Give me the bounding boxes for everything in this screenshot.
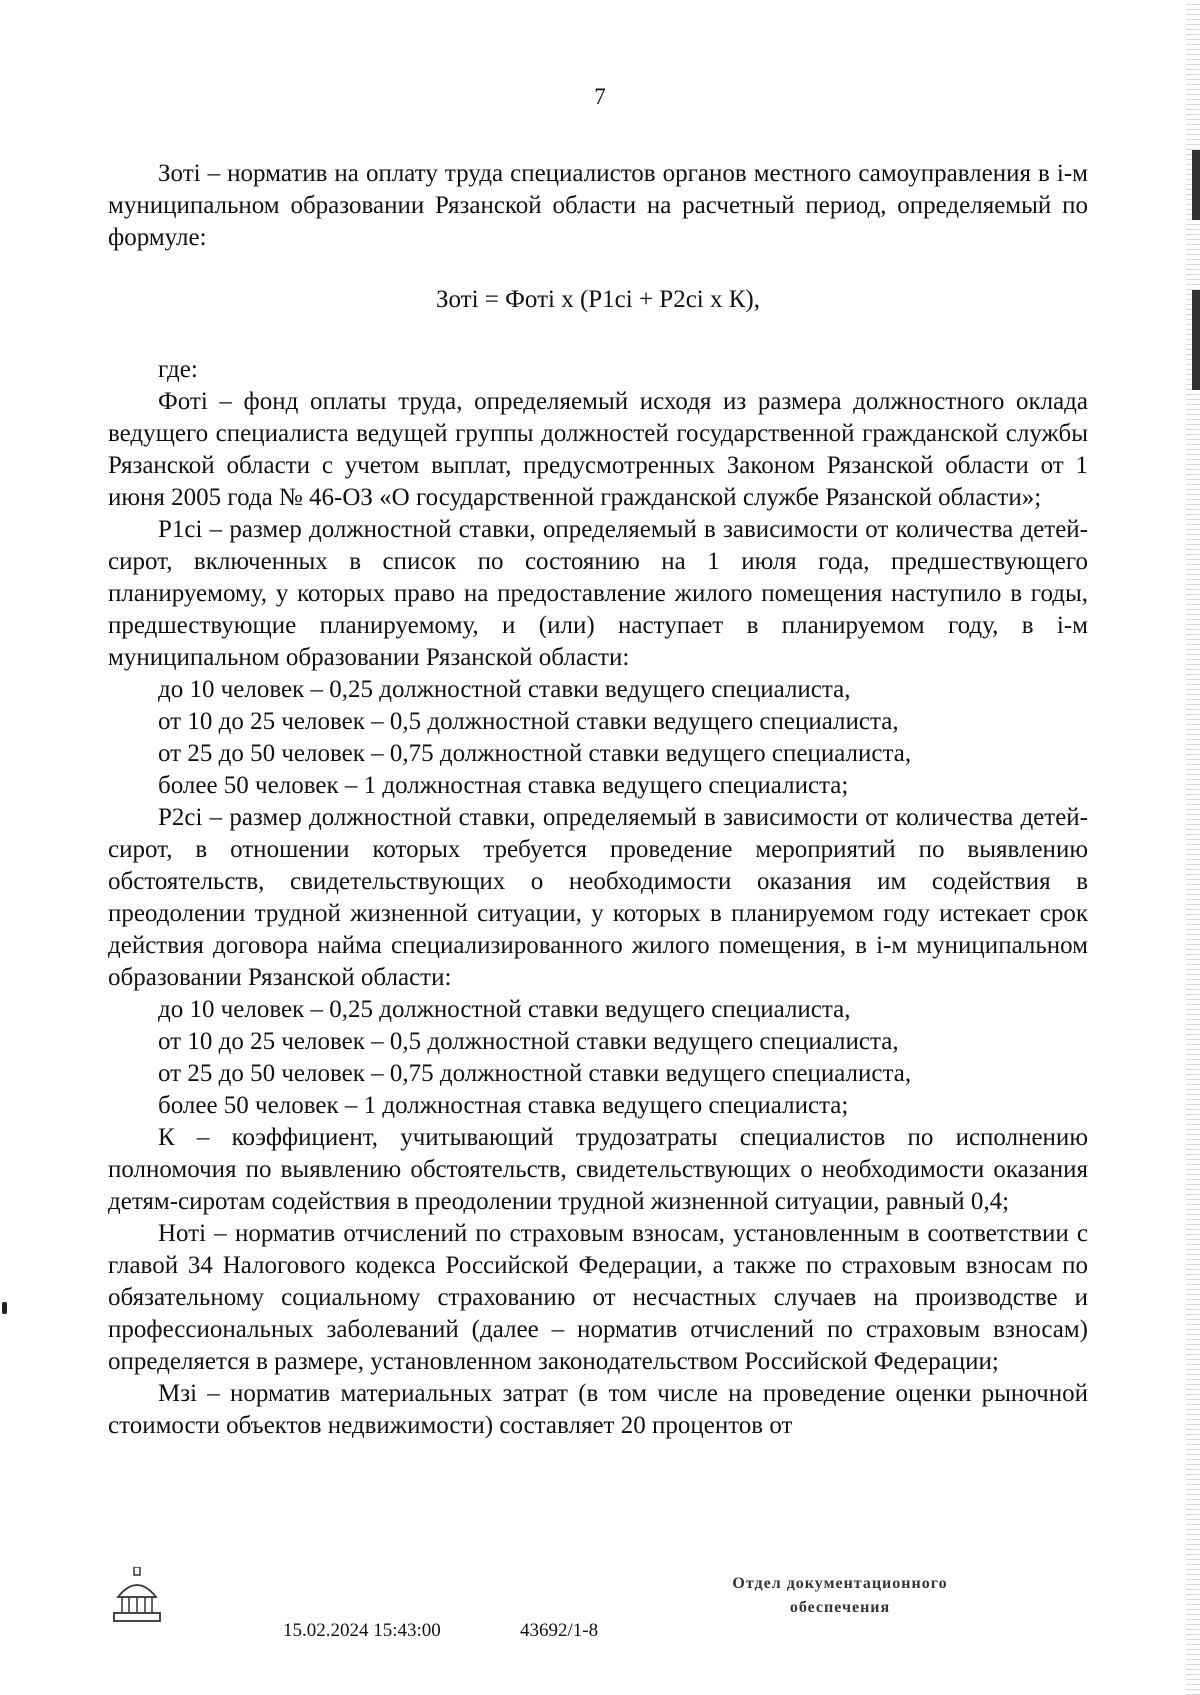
paragraph-foti: Фоті – фонд оплаты труда, определяемый исходя из размера должностного оклада ведущего специалиста ведущей группы должностей государственной гражданской службы Рязанской области с учетом выплат, предусмотренных Законом Рязанской области от 1 июня 2005 года № 46-ОЗ «О государственной гражданской службе Рязанской области»; bbox=[108, 388, 1088, 511]
list-item: более 50 человек – 1 должностная ставка ведущего специалиста; bbox=[158, 1092, 849, 1119]
scan-edge-mark bbox=[1192, 150, 1200, 220]
list-item: до 10 человек – 0,25 должностной ставки ведущего специалиста, bbox=[158, 676, 851, 703]
list-item: от 25 до 50 человек – 0,75 должностной ставки ведущего специалиста, bbox=[158, 740, 912, 767]
page-number: 7 bbox=[594, 84, 606, 109]
paragraph-p1ci: Р1сі – размер должностной ставки, определяемый в зависимости от количества детей-сирот, включенных в список по состоянию на 1 июля года, предшествующего планируемому, у которых право на предоставление жилого помещения наступило в годы, предшествующие планируемому, и (или) наступает в планируемом году, в і-м муниципальном образовании Рязанской области: bbox=[108, 516, 1088, 671]
paragraph-noti: Ноті – норматив отчислений по страховым взносам, установленным в соответствии с главой 34 Налогового кодекса Российской Федерации, а также по страховым взносам по обязательному социальному страхованию от несчастных случаев на производстве и профессиональных заболеваний (далее – норматив отчислений по страховым взносам) определяется в размере, установленном законодательством Российской Федерации; bbox=[108, 1220, 1088, 1375]
stamp-line: обеспечения bbox=[789, 1599, 891, 1616]
list-item: от 10 до 25 человек – 0,5 должностной ставки ведущего специалиста, bbox=[158, 708, 899, 735]
paragraph-mzi: Мзі – норматив материальных затрат (в том числе на проведение оценки рыночной стоимости объектов недвижимости) составляет 20 процентов от bbox=[108, 1380, 1088, 1439]
list-item: от 25 до 50 человек – 0,75 должностной ставки ведущего специалиста, bbox=[158, 1060, 912, 1087]
list-item: до 10 человек – 0,25 должностной ставки ведущего специалиста, bbox=[158, 996, 851, 1023]
document-body bbox=[108, 158, 1088, 1442]
list-item: от 10 до 25 человек – 0,5 должностной ставки ведущего специалиста, bbox=[158, 1028, 899, 1055]
department-stamp bbox=[690, 1572, 990, 1620]
stamp-line: Отдел документационного bbox=[732, 1575, 948, 1592]
paragraph-p2ci: Р2сі – размер должностной ставки, определяемый в зависимости от количества детей-сирот, в отношении которых требуется проведение мероприятий по выявлению обстоятельств, свидетельствующих о необходимости оказания им содействия в преодолении трудной жизненной ситуации, у которых в планируемом году истекает срок действия договора найма специализированного жилого помещения, в і-м муниципальном образовании Рязанской области: bbox=[108, 804, 1088, 991]
list-item: более 50 человек – 1 должностная ставка ведущего специалиста; bbox=[158, 772, 849, 799]
paragraph-zoti: Зоті – норматив на оплату труда специалистов органов местного самоуправления в і-м муниципальном образовании Рязанской области на расчетный период, определяемый по формуле: bbox=[108, 160, 1088, 251]
paragraph-k: К – коэффициент, учитывающий трудозатраты специалистов по исполнению полномочия по выявлению обстоятельств, свидетельствующих о необходимости оказания детям-сиротам содействия в преодолении трудной жизненной ситуации, равный 0,4; bbox=[108, 1124, 1088, 1215]
scan-edge-mark bbox=[1192, 290, 1200, 390]
scan-edge bbox=[1186, 0, 1200, 1695]
scan-dot bbox=[2, 1302, 7, 1314]
duma-emblem-icon bbox=[112, 1567, 162, 1623]
footer-date: 15.02.2024 15:43:00 bbox=[283, 1620, 441, 1641]
formula: Зоті = Фоті х (Р1сі + Р2сі х К), bbox=[435, 286, 761, 313]
paragraph-where: где: bbox=[158, 356, 198, 383]
footer-doc-number: 43692/1-8 bbox=[520, 1620, 599, 1641]
